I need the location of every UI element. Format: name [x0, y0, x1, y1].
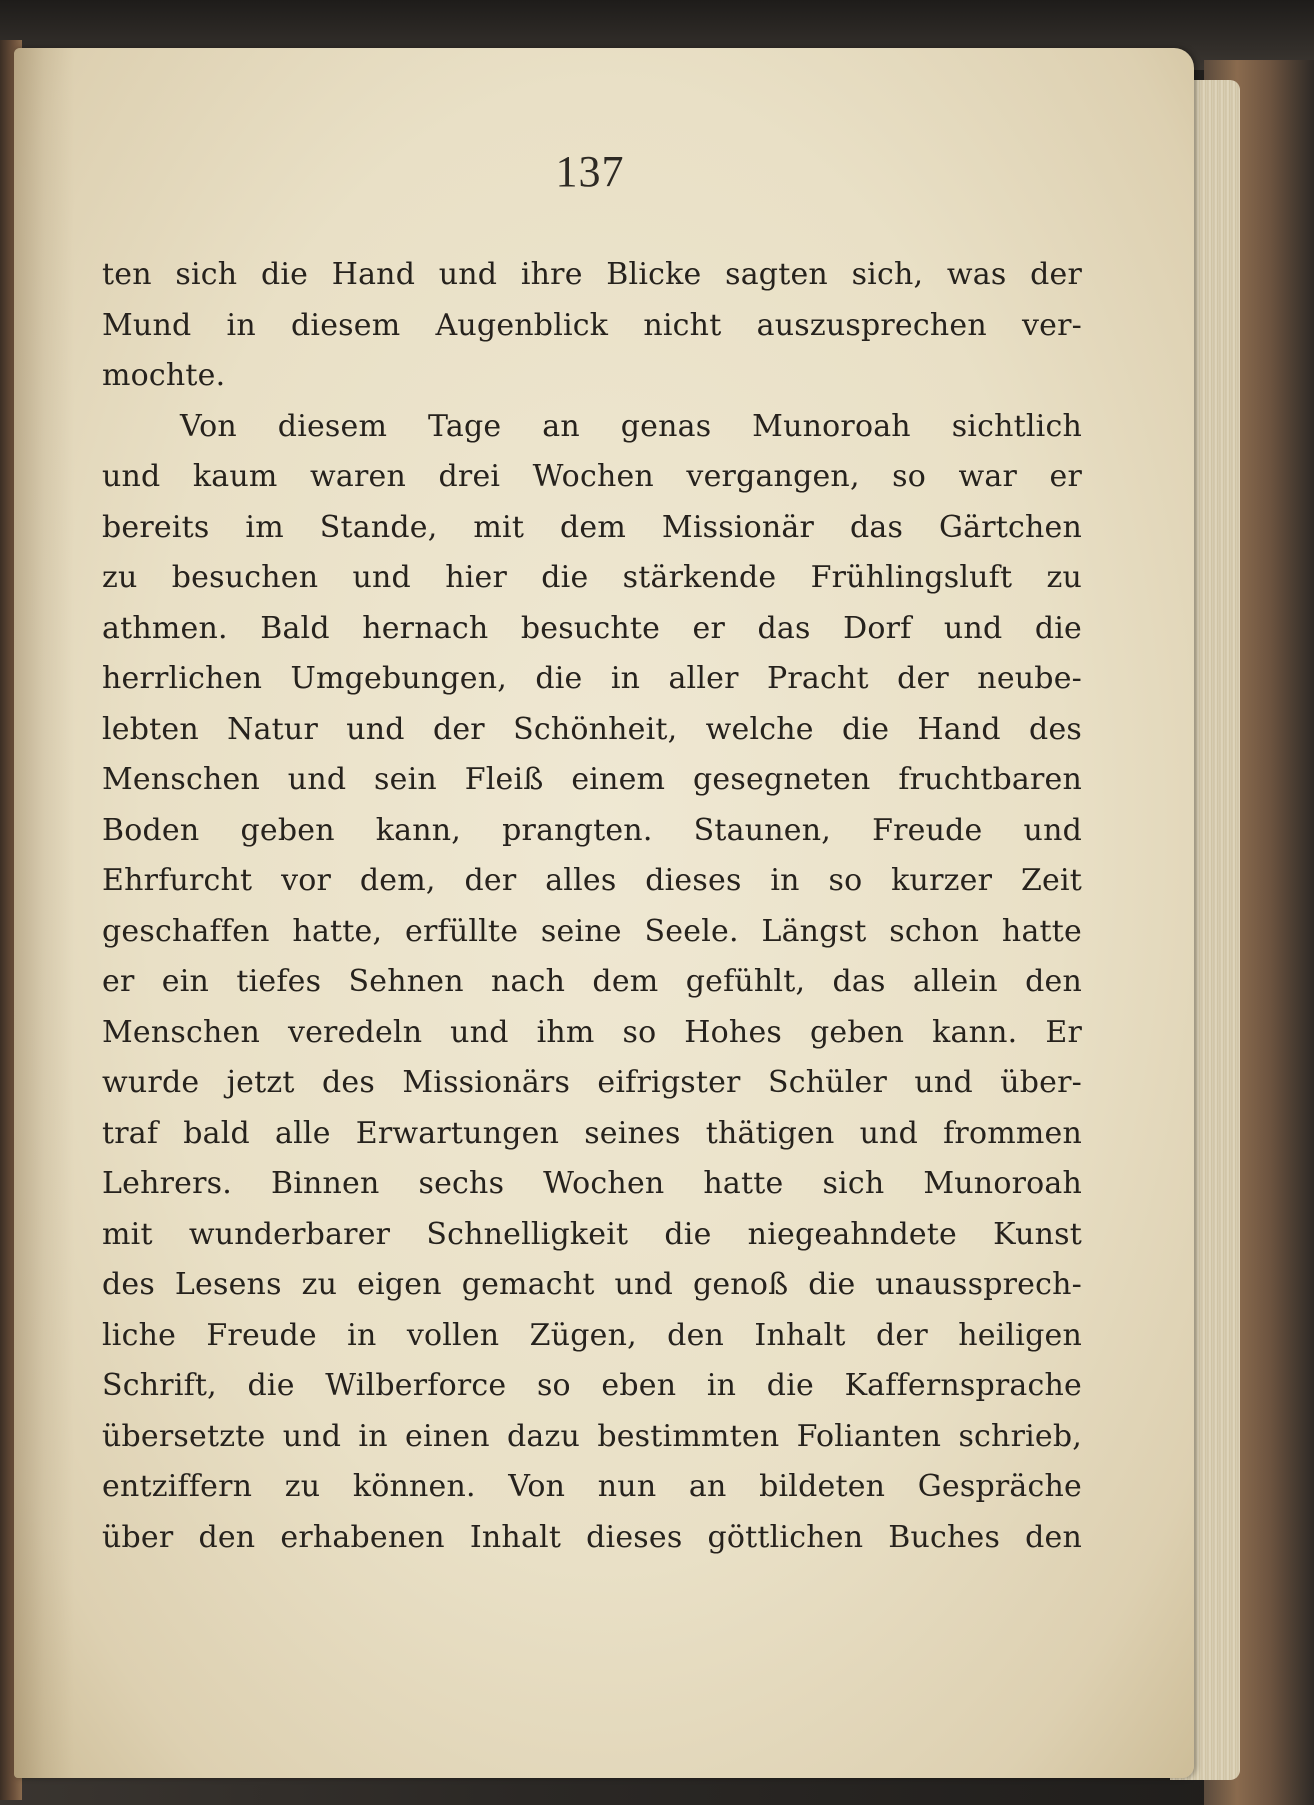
text-line: Boden geben kann, prangten. Staunen, Freude und	[102, 812, 1082, 848]
text-line: ten sich die Hand und ihre Blicke sagten sich, was der	[102, 257, 1082, 292]
text-line: Schrift, die Wilberforce so eben in die Kaffernsprache	[102, 1368, 1082, 1403]
text-line: wurde jetzt des Missionärs eifrigster Schüler und über-	[102, 1065, 1082, 1100]
text-line: übersetzte und in einen dazu bestimmten Folianten schrieb,	[102, 1418, 1082, 1454]
page-text-block	[102, 250, 1082, 1563]
page-number: 137	[555, 147, 625, 196]
text-line: Lehrers. Binnen sechs Wochen hatte sich Munoroah	[102, 1166, 1082, 1201]
text-line: er ein tiefes Sehnen nach dem gefühlt, das allein den	[102, 964, 1082, 999]
text-line: des Lesens zu eigen gemacht und genoß die unaussprech-	[102, 1267, 1082, 1302]
text-line: mochte.	[102, 358, 226, 393]
text-line: über den erhabenen Inhalt dieses göttlichen Buches den	[102, 1519, 1082, 1555]
text-line: liche Freude in vollen Zügen, den Inhalt der heiligen	[102, 1317, 1082, 1353]
text-line: herrlichen Umgebungen, die in aller Pracht der neube-	[102, 661, 1082, 696]
text-line: athmen. Bald hernach besuchte er das Dorf und die	[102, 610, 1082, 646]
page-gutter-shadow	[14, 48, 74, 1778]
text-line: geschaffen hatte, erfüllte seine Seele. Längst schon hatte	[102, 913, 1082, 949]
text-line: Mund in diesem Augenblick nicht auszusprechen ver-	[102, 307, 1082, 343]
text-line: Von diesem Tage an genas Munoroah sichtlich	[180, 408, 1082, 444]
text-line: Menschen und sein Fleiß einem gesegneten fruchtbaren	[102, 762, 1082, 797]
text-line: zu besuchen und hier die stärkende Frühlingsluft zu	[102, 560, 1082, 595]
text-line: lebten Natur und der Schönheit, welche die Hand des	[102, 711, 1082, 747]
text-line: traf bald alle Erwartungen seines thätigen und frommen	[102, 1115, 1082, 1151]
text-line: bereits im Stande, mit dem Missionär das Gärtchen	[102, 509, 1082, 545]
text-line: und kaum waren drei Wochen vergangen, so war er	[102, 459, 1082, 494]
text-line: entziffern zu können. Von nun an bildeten Gespräche	[102, 1469, 1082, 1504]
text-line: mit wunderbarer Schnelligkeit die niegeahndete Kunst	[102, 1216, 1082, 1252]
text-line: Ehrfurcht vor dem, der alles dieses in so kurzer Zeit	[102, 863, 1082, 898]
text-line: Menschen veredeln und ihm so Hohes geben kann. Er	[102, 1014, 1082, 1050]
